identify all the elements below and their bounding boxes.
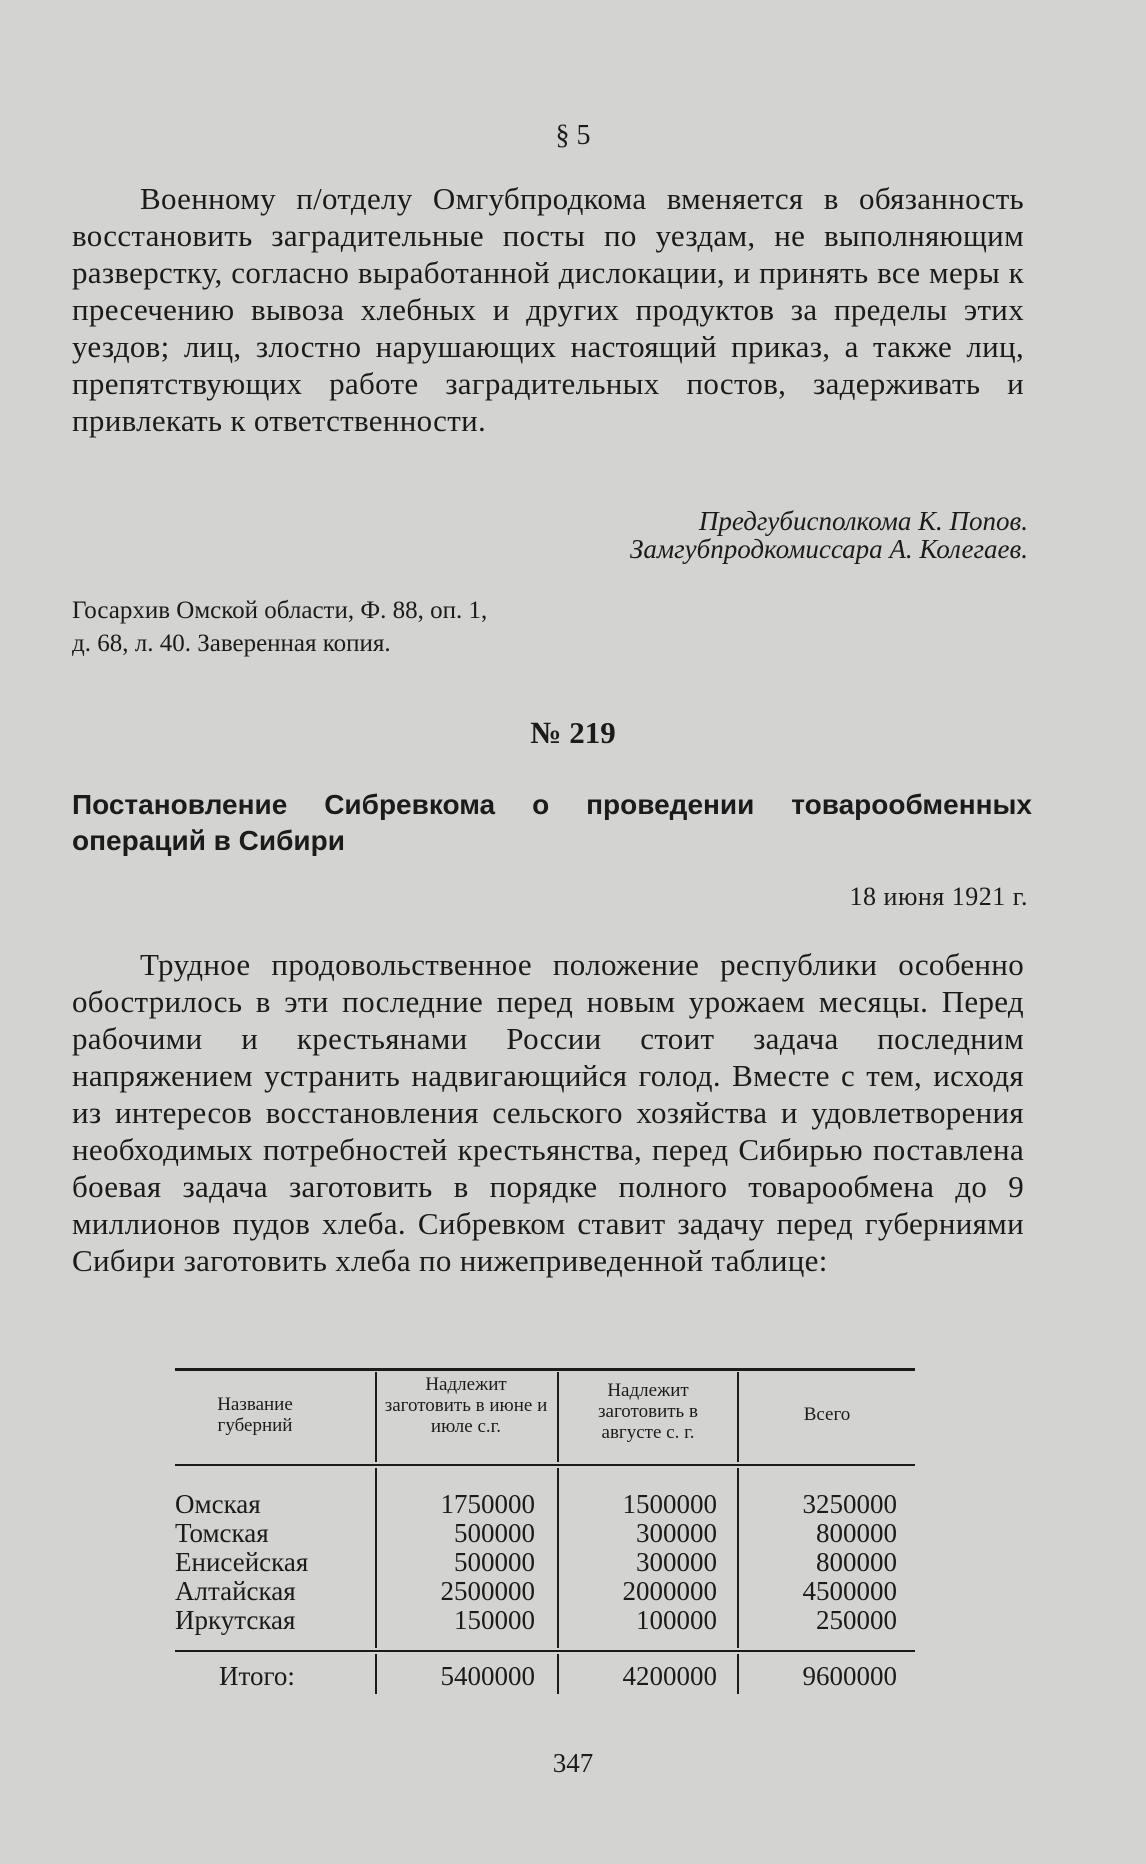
table-total-sum: 9600000	[802, 1661, 897, 1691]
page-number: 347	[552, 1748, 594, 1778]
table-cell-name: Омская	[175, 1489, 261, 1519]
table-cell-august: 300000	[636, 1518, 717, 1548]
signature-line-2: Замгубпродкомиссара А. Колегаев.	[630, 534, 1028, 564]
table-vline	[557, 1372, 559, 1462]
table-total-june-july: 5400000	[440, 1661, 535, 1691]
table-cell-june-july: 2500000	[440, 1576, 535, 1606]
archive-reference-line-2: д. 68, л. 40. Заверенная копия.	[72, 630, 391, 657]
document-title: Постановление Сибревкома о проведении товарообменных операций в Сибири	[72, 789, 1032, 856]
table-cell-total: 250000	[816, 1605, 897, 1635]
table-top-rule	[175, 1368, 915, 1371]
table-header-august: Надлежит заготовить в августе с. г.	[598, 1380, 698, 1443]
table-header-total: Всего	[803, 1404, 851, 1425]
table-total-august: 4200000	[622, 1661, 717, 1691]
table-total-rule	[175, 1650, 915, 1652]
paragraph-section-5: Военному п/отделу Омгубпродкома вменяется в обязанность восстановить заградительные посты по уездам, не выполняющим разверстку, согласно выработанной дислокации, и принять все меры к пресечению вывоза хлебных и других продуктов за пределы этих уездов; лиц, злостно нарушающих настоящий приказ, а также лиц, препятствующих работе заградительных постов, задерживать и привлекать к ответственности.	[72, 181, 1024, 438]
paragraph-main: Трудное продовольственное положение республики особенно обострилось в эти последние перед новым урожаем месяцы. Перед рабочими и крестьянами России стоит задача последним напряжением устранить надвигающийся голод. Вместе с тем, исходя из интересов восстановления сельского хозяйства и удовлетворения необходимых потребностей крестьянства, перед Сибирью поставлена боевая задача заготовить в порядке полного товарообмена до 9 миллионов пудов хлеба. Сибревком ставит задачу перед губерниями Сибири заготовить хлеба по нижеприведенной таблице:	[72, 947, 1024, 1278]
grain-procurement-table	[175, 1368, 915, 1698]
table-vline	[375, 1372, 377, 1462]
table-cell-name: Томская	[175, 1518, 269, 1548]
table-cell-total: 3250000	[802, 1489, 897, 1519]
table-cell-total: 800000	[816, 1547, 897, 1577]
document-date: 18 июня 1921 г.	[849, 882, 1028, 911]
table-cell-june-july: 500000	[454, 1547, 535, 1577]
archive-reference-line-1: Госархив Омской области, Ф. 88, оп. 1,	[72, 597, 488, 624]
archive-reference	[72, 594, 672, 660]
table-header-rule	[175, 1464, 915, 1466]
table-cell-name: Енисейская	[175, 1547, 309, 1577]
table-cell-june-july: 150000	[454, 1605, 535, 1635]
table-cell-august: 1500000	[622, 1489, 717, 1519]
signature-line-1: Предгубисполкома К. Попов.	[698, 506, 1028, 536]
table-vline	[737, 1372, 739, 1462]
section-mark: § 5	[555, 120, 591, 151]
table-cell-august: 300000	[636, 1547, 717, 1577]
table-cell-name: Алтайская	[175, 1576, 296, 1606]
table-cell-name: Иркутская	[175, 1605, 296, 1635]
table-header-june-july: Надлежит заготовить в июне и июле с.г.	[384, 1374, 548, 1437]
table-header-name: Название губерний	[217, 1394, 293, 1436]
table-total-label: Итого:	[219, 1661, 295, 1691]
table-cell-june-july: 1750000	[440, 1489, 535, 1519]
table-cell-total: 4500000	[802, 1576, 897, 1606]
table-cell-june-july: 500000	[454, 1518, 535, 1548]
table-cell-total: 800000	[816, 1518, 897, 1548]
table-cell-august: 100000	[636, 1605, 717, 1635]
table-cell-august: 2000000	[622, 1576, 717, 1606]
document-number: № 219	[530, 715, 616, 750]
